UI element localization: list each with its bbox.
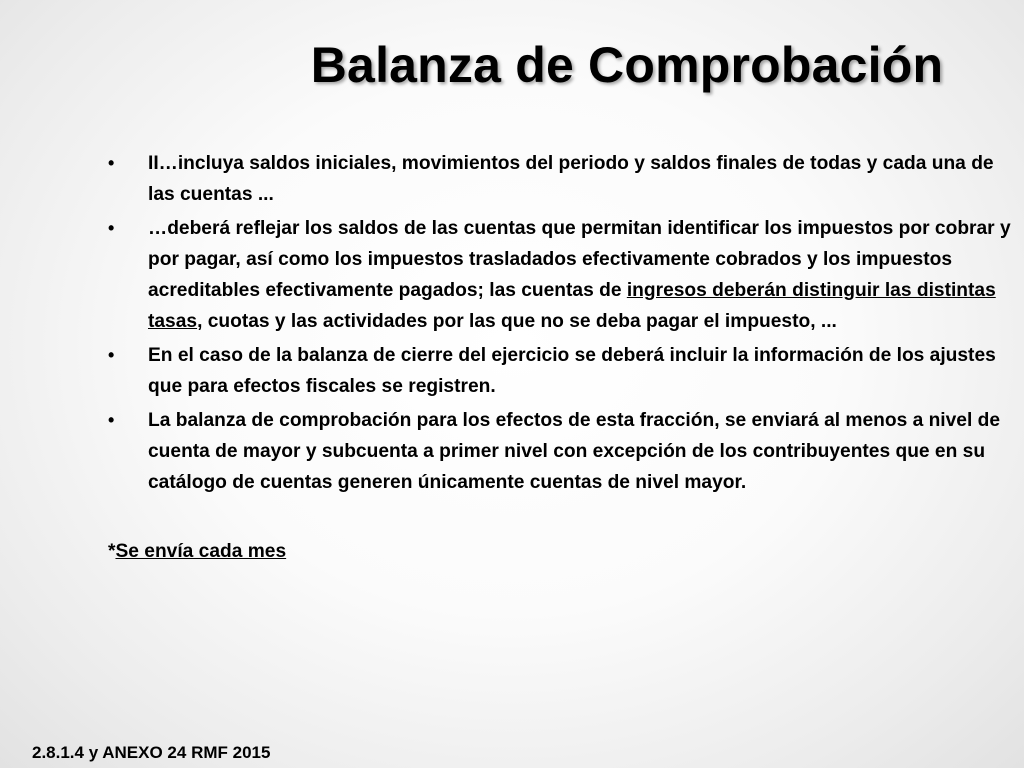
bullet-dot-icon: •: [108, 153, 115, 173]
slide-title: Balanza de Comprobación: [310, 37, 944, 93]
bullet-text: [148, 218, 1011, 332]
bullet-text: En el caso de la balanza de cierre del ejercicio se deberá incluir la información de los ajustes que para efectos fiscales se registren.: [148, 345, 996, 397]
bullet-dot-icon: •: [108, 345, 115, 365]
monthly-note: [108, 536, 1013, 567]
bullet-dot-icon: •: [108, 218, 115, 238]
footer-reference: 2.8.1.4 y ANEXO 24 RMF 2015: [32, 743, 271, 762]
bullet-item: [108, 148, 1013, 210]
bullet-item: [108, 340, 1013, 402]
bullet-list: [108, 148, 1013, 498]
bullet-text-part: …deberá reflejar los saldos de las cuentas que permitan identificar los impuestos por cobrar y por pagar, así como los impuestos trasladados efectivamente cobrados y los impuestos acreditables efectivamente pagados; las cuentas de: [148, 218, 1011, 301]
bullet-text: La balanza de comprobación para los efectos de esta fracción, se enviará al menos a nivel de cuenta de mayor y subcuenta a primer nivel con excepción de los contribuyentes que en su catálogo de cuentas generen únicamente cuentas de nivel mayor.: [148, 410, 1001, 493]
bullet-text: II…incluya saldos iniciales, movimientos del periodo y saldos finales de todas y cada una de las cuentas ...: [148, 153, 994, 205]
note-asterisk: *: [108, 541, 116, 562]
bullet-text-part: , cuotas y las actividades por las que no se deba pagar el impuesto, ...: [197, 311, 837, 332]
underlined-phrase: ingresos deberán distinguir las distintas tasas: [148, 280, 996, 332]
note-text: Se envía cada mes: [115, 541, 287, 562]
bullet-item: [108, 405, 1013, 498]
bullet-dot-icon: •: [108, 410, 115, 430]
bullet-item: [108, 213, 1013, 337]
slide-body: [108, 148, 1013, 567]
